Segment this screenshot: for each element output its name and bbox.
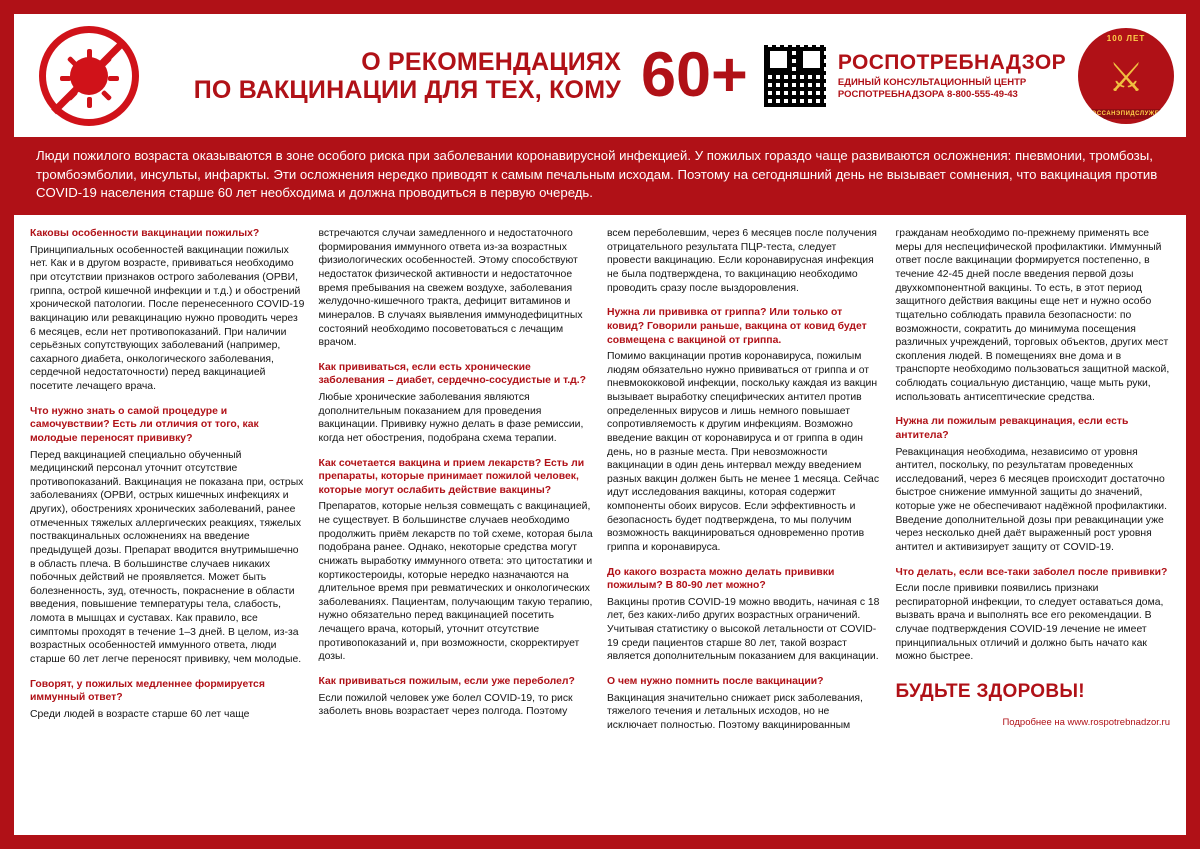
answer-paragraph: Перед вакцинацией специально обученный медицинский персонал уточнит отсутствие противопоказаний. Вакцинация не показана при, острых заболеваниях (ОРВИ, острых кишечных инфекциях и других), обострениях хронических заболеваний, ранее отмеченных тяжелых аллергических реакциях, тяжелых поствакцинальных осложнениях на введение предыдущей дозы. Препарат вводится внутримышечно в область плеча. В большинстве случаев никаких побочных действий не проявляется. Может быть болезненность, зуд, отечность, покраснение в области введения, повышение температуры тела, слабость, ломота в мышцах и суставах. Как правило, все симптомы проходят в течение 1–3 дней. В целом, из-за возрастных особенностей иммунного ответа, люди старше 60 лет легче переносят прививку, чем молодые. — [30, 449, 304, 665]
brand-subtitle-line-1: ЕДИНЫЙ КОНСУЛЬТАЦИОННЫЙ ЦЕНТР — [837, 76, 1027, 88]
no-virus-badge — [14, 26, 164, 126]
answer-paragraph: Любые хронические заболевания являются дополнительным показанием для проведения вакцинации. Прививку нужно делать в фазе ремиссии, когда нет обострения, подобрана схема терапии. — [318, 392, 584, 444]
question-heading: О чем нужно помнить после вакцинации? — [607, 675, 824, 687]
answer-paragraph: Ревакцинация необходима, независимо от уровня антител, поскольку, по результатам проведенных исследований, через 6 месяцев происходит достаточно быстрое снижение иммунной защиты до значений, которые уже не обеспечивают надёжной профилактики. Введение дополнительной дозы при ревакцинации уже через несколько дней даёт выраженный рост уровня антител и активизирует защиту от COVID-19. — [895, 446, 1167, 553]
page-title — [164, 48, 631, 104]
hotline-phone[interactable]: 8-800-555-49-43 — [947, 88, 1018, 100]
continued-paragraph: гражданам необходимо по-прежнему применять все меры для неспецифической профилактики. Иммунный ответ после вакцинации формируется постепенно, в течение 42-45 дней после введения первой дозы двухкомпонентной вакцины. То есть, в этот период защитного действия вакцины еще нет и нужно особо тщательно соблюдать правила безопасности: по возможности, сократить до минимума посещения различных учреждений, торговых объектов, других мест скопления людей. В помещениях вне дома и в транспорте необходимо пользоваться защитной маской, соблюдать социальную дистанцию, чаще мыть руки, использовать антисептические средства. — [895, 228, 1170, 403]
answer-paragraph: Помимо вакцинации против коронавируса, пожилым людям обязательно нужно прививаться от гриппа и от пневмококковой инфекции, поскольку каждая из вакцин вызывает выработку специфических антител против определенных вирусов и лишь немного повышает сопротивляемость к другим инфекциям. Возможно введение вакцин от коронавируса и от гриппа в один день, но в разные места. При невозможности вакцинации в один день интервал между введением разных вакцин должен быть не менее 1 месяца. Сейчас идут исследования вакцины, которая содержит компоненты обоих вирусов. Если эффективность и безопасность будет подтверждена, то мы получим возможность вакцинироваться одновременно против гриппа и коронавируса. — [607, 351, 880, 553]
poster-header — [14, 14, 1186, 137]
question-heading: До какого возраста можно делать прививки пожилым? В 80-90 лет можно? — [607, 566, 835, 592]
question-heading: Каковы особенности вакцинации пожилых? — [30, 228, 260, 240]
answer-paragraph: Вакцинация значительно снижает риск заболевания, тяжелого течения и летальных исходов, но не исключает полностью. Поэтому вакцинированным — [607, 692, 863, 731]
question-heading: Нужна ли пожилым ревакцинация, если есть антитела? — [895, 416, 1129, 441]
question-heading: Говорят, у пожилых медленнее формируется иммунный ответ? — [30, 678, 265, 704]
question-heading: Нужна ли прививка от гриппа? Или только от ковид? Говорили раньше, вакцина от ковид будет совмещена с вакциной от гриппа. — [607, 307, 867, 346]
question-heading: Как сочетается вакцина и прием лекарств? Есть ли препараты, которые принимает пожилой человек, которые могут ослабить действие вакцины? — [318, 457, 585, 496]
virus-prohibition-icon — [39, 26, 139, 126]
question-heading: Что делать, если все-таки заболел после прививки? — [895, 566, 1168, 578]
emblem-bottom-text: ГОССАНЭПИДСЛУЖБА — [1078, 109, 1174, 119]
answer-paragraph: Вакцины против COVID-19 можно вводить, начиная с 18 лет, без каких-либо других возрастных ограничений. Учитывая статистику о высокой летальности от COVID-19 среди пациентов старше 80 лет, такой возраст является дополнительным показанием для вакцинации. — [607, 596, 880, 663]
lead-paragraph: Люди пожилого возраста оказываются в зоне особого риска при заболевании коронавирусной инфекцией. У пожилых гораздо чаще развиваются осложнения: пневмонии, тромбозы, тромбоэмболии, инсульты, инфаркты. Эти осложнения нередко приводят к самым печальным исходам. Поэтому на сегодняшний день не вызывает сомнения, что вакцинация против COVID-19 населения старше 60 лет необходима и должна проводиться в первую очередь. — [14, 137, 1186, 215]
brand-block — [826, 51, 1066, 101]
be-healthy-slogan: БУДЬТЕ ЗДОРОВЫ! — [895, 680, 1085, 702]
question-heading: Что нужно знать о самой процедуре и самочувствии? Есть ли отличия от того, как молодые переносят прививку? — [30, 405, 259, 444]
headline-line-1: О РЕКОМЕНДАЦИЯХ — [361, 47, 621, 76]
column-3 — [607, 227, 882, 827]
continued-paragraph: встречаются случаи замедленного и недостаточного формирования иммунного ответа из-за возрастных физиологических особенностей. Этому способствуют недостаток физической активности и недостаточное время пребывания на свежем воздухе, заболевания желудочно-кишечного тракта, дефицит витаминов и минералов. В случаях выявления иммунодефицитных состояний необходимо посоветоваться с лечащим врачом. — [318, 228, 583, 349]
answer-paragraph: Среди людей в возрасте старше 60 лет чаще — [30, 708, 250, 720]
question-heading: Как прививаться пожилым, если уже переболел? — [318, 675, 575, 687]
age-badge: 60+ — [640, 40, 748, 110]
continued-paragraph: всем переболевшим, через 6 месяцев после получения отрицательного результата ПЦР-теста, следует провести вакцинацию. Если коронавирусная инфекция не была подтверждена, то вакцинацию необходимо проводить сразу после выздоровления. — [607, 228, 877, 294]
emblem-top-text: 100 ЛЕТ — [1106, 33, 1146, 43]
double-eagle-icon: ⚔ — [1108, 55, 1144, 100]
article-columns — [14, 215, 1186, 835]
brand-name: РОСПОТРЕБНАДЗОР — [837, 50, 1066, 74]
answer-paragraph: Принципиальных особенностей вакцинации пожилых нет. Как и в другом возрасте, прививаться необходимо при отсутствии признаков острого заболевания (ОРВИ, гриппа, острой кишечной инфекции и т.д.) и обострений хронической патологии. После перенесенного COVID-19 вакцинацию или ревакцинацию нужно проводить через 6 месяцев, если нет противопоказаний. При наличии серьёзных сопутствующих заболеваний (например, сахарного диабета, онкологического заболевания, сердечной недостаточности) перед вакцинацией посетите лечащего врача. — [30, 244, 305, 393]
brand-subtitle — [838, 77, 1066, 101]
question-heading: Как прививаться, если есть хронические заболевания – диабет, сердечно-сосудистые и т.д.? — [318, 361, 586, 387]
answer-paragraph: Если пожилой человек уже болел COVID-19, то риск заболеть вновь возрастает через полгода. Поэтому — [318, 692, 573, 718]
headline-line-2: ПО ВАКЦИНАЦИИ ДЛЯ ТЕХ, КОМУ — [193, 75, 621, 104]
agency-emblem — [1066, 28, 1186, 124]
brand-subtitle-line-2: РОСПОТРЕБНАДЗОРА — [837, 88, 945, 100]
column-2 — [319, 227, 594, 827]
answer-paragraph: Препаратов, которые нельзя совмещать с вакцинацией, не существует. В большинстве случаев необходимо продолжить приём лекарств по той схеме, которая была подобрана ранее. Однако, некоторые средства могут снижать выработку иммунного ответа: это цитостатики и кортикостероиды, которые нередко назначаются на длительное время при ревматических и онкологических заболеваниях. Пациентам, получающим такую терапию, нужно обязательно перед вакцинацией посетить лечащего врача, который, уточнит отсутствие противопоказаний и, при возможности, скорректирует дозы. — [318, 501, 593, 663]
qr-code-icon[interactable] — [764, 45, 826, 107]
answer-paragraph: Если после прививки появились признаки респираторной инфекции, то следует оставаться дома, вызвать врача и выполнять все его рекомендации. В случае подтверждения COVID-19 лечение не имеет принципиальных отличий и должно быть начато как можно быстрее. — [895, 583, 1164, 663]
column-1 — [30, 227, 305, 827]
more-info-link[interactable]: Подробнее на www.rospotrebnadzor.ru — [1002, 716, 1170, 728]
column-4 — [896, 227, 1171, 827]
